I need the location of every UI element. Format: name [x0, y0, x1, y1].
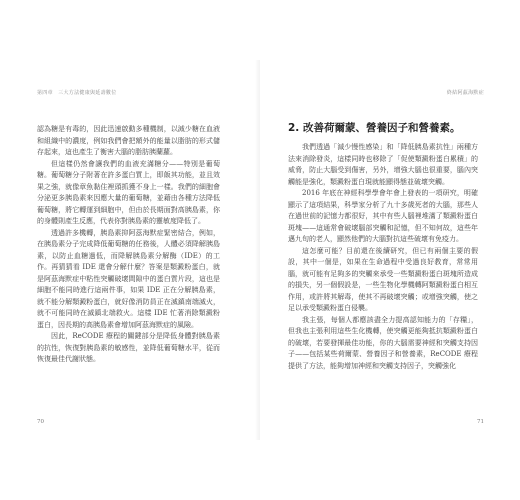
right-paragraph-1: 我們透過「減少慢性感染」和「降低胰島素抗性」兩種方法來消除發炎，這樣同時也移除了「促使類澱粉蛋白累積」的威脅，防止大腦受到傷害，另外，增強大腦也很重要，腦內突觸能是強化，類澱粉蛋白現就能顯得態並破壞突觸。: [288, 143, 478, 186]
left-body-text: [37, 124, 220, 366]
left-paragraph-3: 透過許多機轉，胰島素抑阿茲海默症緊密結合，例如，在胰島素分子完成降低葡萄糖的任務後，人體必須降解胰島素，以防止血糖過低，而降解胰島素分解酶（IDE）的工作。再猜猜看 IDE 還會分解什麼？答案是類澱粉蛋白，就是阿茲海默症中粘性突觸破壞間隙中的蛋白質片段，這也是細胞不能同時進行這兩件事，如果 IDE 正在分解胰島素，就不能分解類澱粉蛋白，就好像消防員正在滅鎮南端滅火，就不可能同時在滅鎮北端救火。這樣 IDE 忙著消除類澱粉蛋白，因長期的高胰島素會增加阿茲海默症的風險。: [37, 228, 220, 329]
left-running-header: 第四章 三大方法健康與延壽數位: [37, 90, 117, 96]
right-body-text: [288, 142, 478, 372]
right-paragraph-2: 2016 年底在神經科學學會年會上發表的一項研究，明確顯示了這項結果，科學家分析了九十多歲死者的大腦，那些人在過世前的記憶力都很好，其中有些人腦裡堆滿了類澱粉蛋白斑塊——這通常會破壞腦部突觸和記憶，但不知何故，這些年邁九旬的老人，顯然他們的大腦對抗這些破壞有免疫力。: [288, 189, 478, 243]
left-paragraph-2: 但這樣仍然會讓我們的血液充滿糖分——特別是葡萄糖。葡萄糖分子附著在許多蛋白質上，即飯其功能，並且效果之強，就像章魚黏住裡頭抓獲不身上一樣。我們的細胞會分泌更多胰島素來因應大量的葡萄糖，並藉由各種方法降低葡萄糖，將它轉運到細胞中，但由於長期面對高胰島素，你的身體則產生反應，代表你對胰島素的靈敏度降低了。: [37, 159, 220, 225]
right-paragraph-3: 這怎麼可能？目前還在後續研究，但已有兩個主要的假設，其中一個是，如果在生命過程中受過良好教育，常常用腦，就可能有足夠多的突觸來承受一些類澱粉蛋白斑塊所造成的損失，另一個假設是，一些生物化學機轉阿類澱粉蛋白相互作用，或許將其解毒，使其不再破壞突觸；或增強突觸，使之足以承受類澱粉蛋白侵襲。: [288, 246, 478, 312]
left-page-number: 70: [37, 419, 44, 425]
left-paragraph-4: 因此，ReCODE 療程的關鍵部分是降低身體對胰島素的抗性，恢復對胰島素的敏感性，並降低葡萄糖水平，從而恢復最佳代謝狀態。: [37, 332, 220, 363]
section-heading: 2. 改善荷爾蒙、營養因子和營養素。: [288, 122, 461, 134]
right-page-number: 71: [477, 419, 484, 425]
left-paragraph-1: 認為糖是有毒的，因此迅速啟動多種機制，以減少糖在血液和組織中的濃度，例如我們會把額外的能量以脂肪的形式儲存起來，這也產生了衡害大腦的脂肪胰蘭蘿。: [37, 125, 220, 156]
right-paragraph-4: 我主張，每個人都應該盡全力提高認知能力的「存糧」，但我也主張利用這些生化機轉，使突觸更能夠抵抗類澱粉蛋白的破壞，若要發揮最佳功能，你的大腦需要神經和突觸支持因子——包括某些荷爾蒙、營養因子和營養素，ReCODE 療程提供了方法，能夠增加神經和突觸支持因子，突觸強化: [288, 315, 478, 370]
right-running-header: 終結阿茲海默症: [446, 90, 484, 96]
right-page: [260, 0, 520, 500]
